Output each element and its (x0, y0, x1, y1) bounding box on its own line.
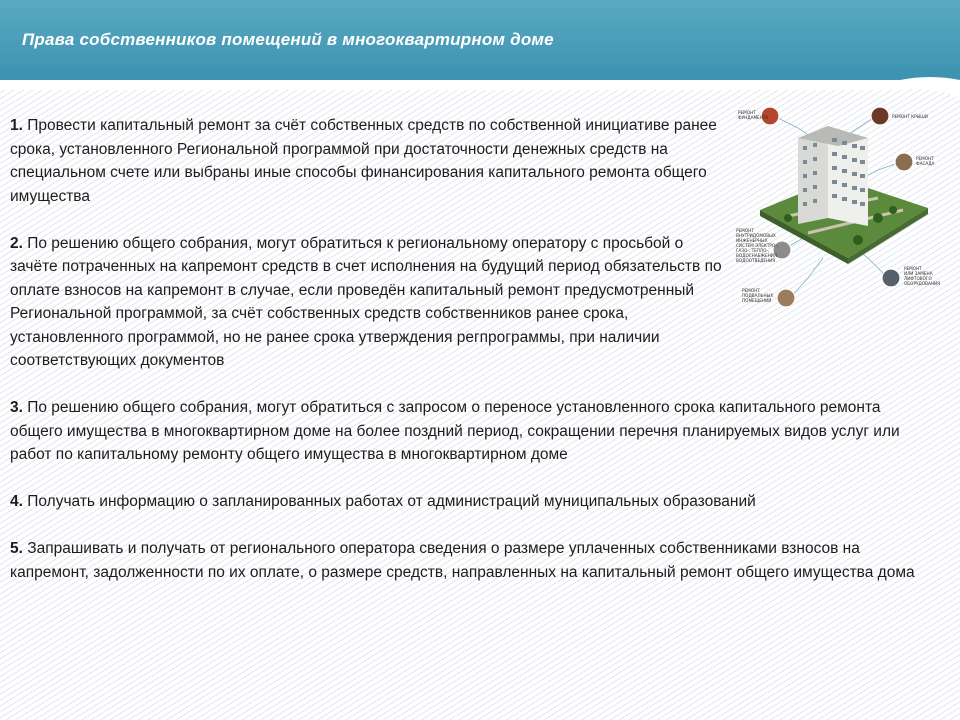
item-text: По решению общего собрания, могут обратиться с запросом о переносе установленного срока капитального ремонта общего имущества в многоквартирном доме на более поздний период, сокращении перечня планируемых видов услуг или работ по капитальному ремонту общего имущества в многоквартирном доме (10, 399, 900, 463)
list-item (10, 490, 925, 514)
item-number: 3. (10, 399, 23, 416)
label-roof: РЕМОНТ КРЫШИ (892, 114, 928, 119)
label-systems-4: СИСТЕМ ЭЛЕКТРО-, (736, 243, 779, 248)
item-text: По решению общего собрания, могут обратиться к региональному оператору с просьбой о зачёте потраченных на капремонт средств в счет исполнения на будущий период обязательств по оплате взносов на капремонт в случае, если проведён капитальный ремонт предусмотренный Региональной программой, за счёт собственных средств собственников ранее срока, установленного программой, но не ранее срока утверждения регпрограммы, при наличии соответствующих документов (10, 234, 722, 369)
label-systems-6: ВОДОСНАБЖЕНИЯ, (736, 253, 779, 258)
label-systems-1: РЕМОНТ (736, 228, 754, 233)
label-foundation-2: ФУНДАМЕНТА (738, 115, 769, 120)
svg-text:РЕМОНТ КРЫШИ (892, 114, 928, 119)
page-title: Права собственников помещений в многоквартирном доме (22, 30, 554, 49)
label-systems-5: ГАЗО-, ТЕПЛО-, (736, 248, 770, 253)
label-basement-1: РЕМОНТ (742, 288, 760, 293)
label-basement-3: ПОМЕЩЕНИЙ (742, 298, 772, 303)
label-facade-2: ФАСАДА (916, 161, 935, 166)
svg-text:РЕМОНТ ВНУТРИДОМОВЫХ И (736, 228, 780, 263)
label-elevator-1: РЕМОНТ (904, 266, 922, 271)
label-systems-3: ИНЖЕНЕРНЫХ (736, 238, 768, 243)
list-item (10, 396, 925, 467)
label-elevator-2: ИЛИ ЗАМЕНА (904, 271, 933, 276)
label-elevator-4: ОБОРУДОВАНИЯ (904, 281, 941, 286)
label-systems-2: ВНУТРИДОМОВЫХ (736, 233, 776, 238)
item-number: 4. (10, 493, 23, 510)
svg-text:РЕМОНТФАСАДА (916, 156, 935, 166)
svg-text:РЕМОНТ ПОДВАЛЬНЫХ ПОМЕ (742, 288, 775, 303)
list-item (10, 537, 925, 584)
item-text: Получать информацию о запланированных работах от администраций муниципальных образований (22, 493, 756, 510)
list-item (10, 232, 730, 373)
list-item (10, 114, 730, 208)
svg-text:РЕМОНТ ИЛИ ЗАМЕНА ЛИФТ (904, 266, 940, 286)
label-systems-7: ВОДООТВЕДЕНИЯ (736, 258, 776, 263)
item-number: 2. (10, 234, 23, 252)
building-repair-illustration (728, 98, 950, 318)
label-elevator-3: ЛИФТОВОГО (904, 276, 932, 281)
label-facade-1: РЕМОНТ (916, 156, 934, 161)
label-foundation-1: РЕМОНТ (738, 110, 756, 115)
item-text: Провести капитальный ремонт за счёт собственных средств по собственной инициативе ранее срока, установленного Региональной программой при достаточности денежных средств на специальном счете или выбраны иные способы финансирования капитального ремонта общего имущества (10, 117, 717, 205)
item-number: 5. (10, 540, 23, 557)
label-basement-2: ПОДВАЛЬНЫХ (742, 293, 774, 298)
item-number: 1. (10, 117, 23, 134)
item-text: Запрашивать и получать от регионального оператора сведения о размере уплаченных собственниками взносов на капремонт, задолженности по их оплате, о размере средств, направленных на капитальный ремонт общего имущества дома (10, 540, 915, 581)
header-curve (0, 68, 960, 98)
